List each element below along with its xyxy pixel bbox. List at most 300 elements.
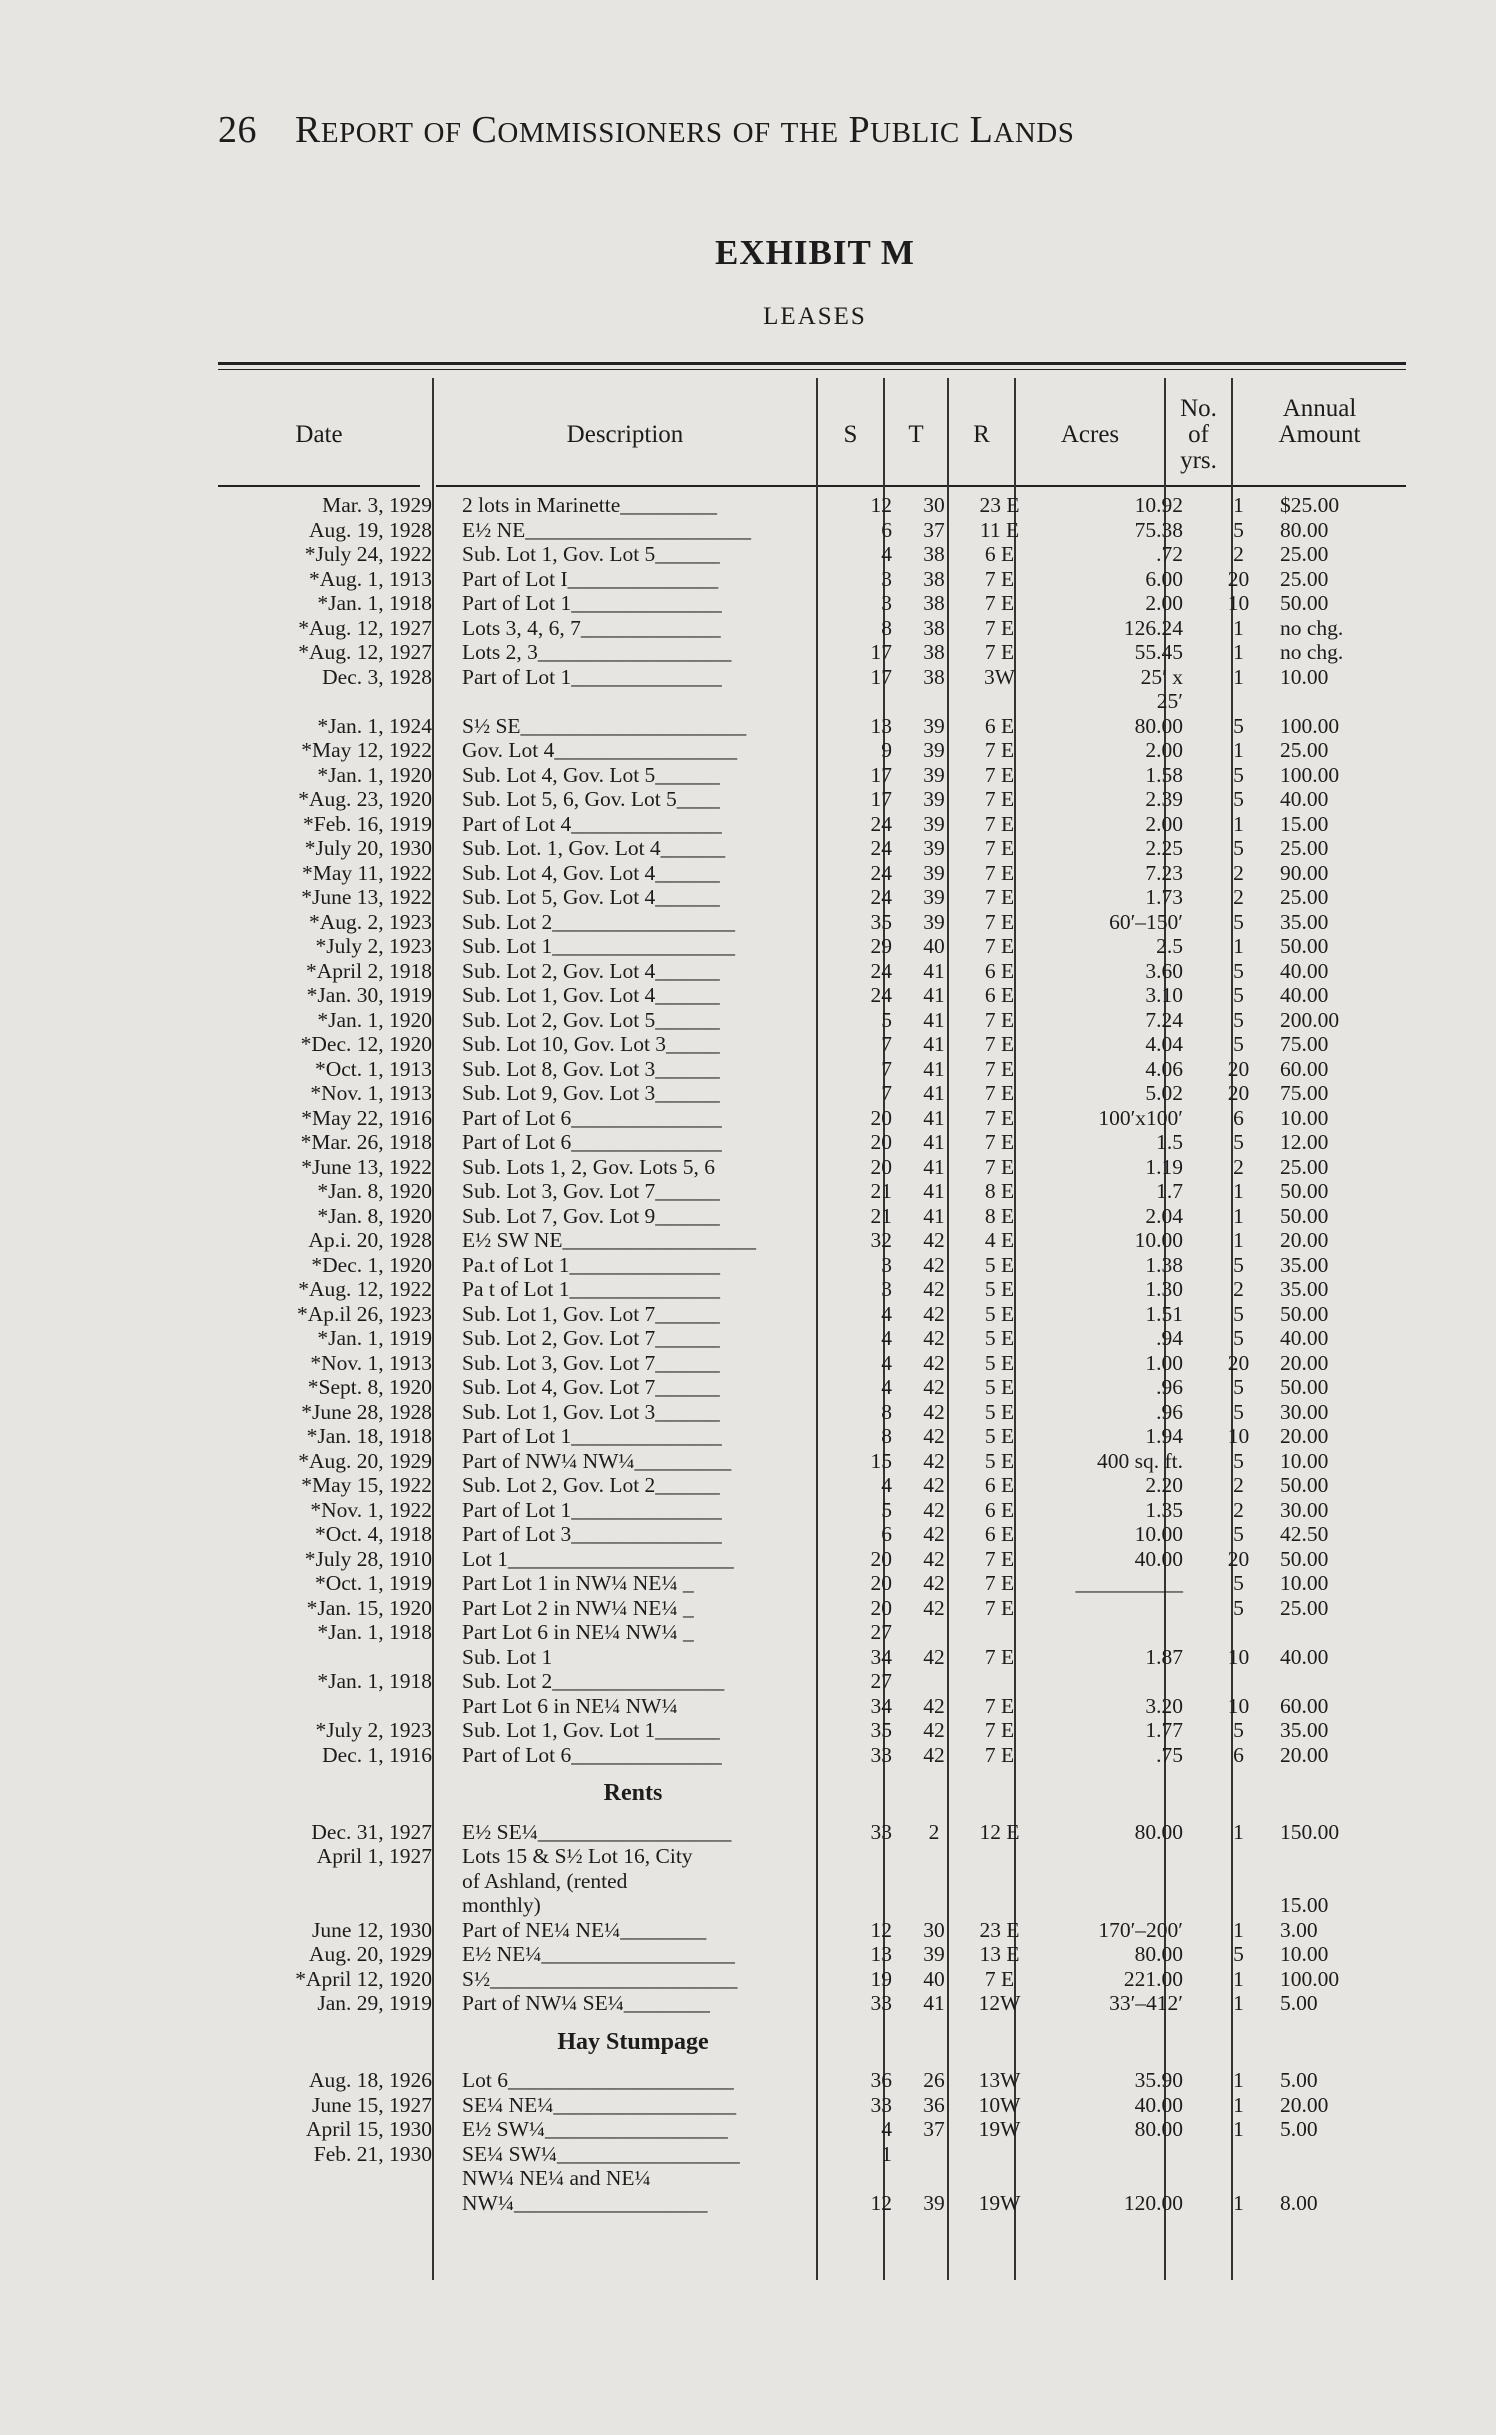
- table-row: [218, 714, 1450, 739]
- entry-description: Part of Lot 1______________: [462, 664, 722, 689]
- entry-date: *Sept. 8, 1920: [307, 1375, 432, 1399]
- entry-years: 20: [1227, 1350, 1250, 1375]
- table-row: [218, 1057, 1450, 1082]
- entry-section: [834, 2166, 902, 2191]
- entry-date: *Feb. 16, 1919: [303, 811, 432, 836]
- hay-stumpage-heading-row: [218, 2016, 1450, 2069]
- entry-years: [1205, 1620, 1272, 1645]
- entry-date: *May 15, 1922: [301, 1473, 432, 1497]
- table-row: [218, 1571, 1450, 1596]
- entry-years: 5: [1233, 1595, 1244, 1620]
- entry-section: 20: [870, 1595, 892, 1620]
- entry-acres: [1033, 1844, 1205, 1869]
- entry-acres: 126.24: [1123, 615, 1183, 640]
- entry-amount: 10.00: [1280, 1105, 1329, 1130]
- entry-section: 7: [881, 1056, 892, 1081]
- table-row: [218, 518, 1450, 543]
- entry-date: April 1, 1927: [316, 1844, 432, 1868]
- entry-township: [902, 1620, 966, 1645]
- entry-amount: 50.00: [1280, 1301, 1329, 1326]
- entry-amount: 30.00: [1280, 1399, 1329, 1424]
- entry-years: 20: [1227, 566, 1250, 591]
- entry-township: 42: [923, 1424, 945, 1448]
- entry-amount: [1272, 2166, 1450, 2191]
- entry-date: *Dec. 12, 1920: [300, 1032, 432, 1056]
- entry-range: 6 E: [984, 1522, 1015, 1546]
- entry-section: 4: [881, 1473, 892, 1497]
- entry-range: [966, 1844, 1033, 1869]
- entry-years: 5: [1233, 1571, 1244, 1595]
- entry-section: 34: [870, 1644, 892, 1669]
- entry-years: 1: [1233, 615, 1244, 640]
- entry-years: 2: [1233, 885, 1244, 909]
- entry-amount: 200.00: [1280, 1007, 1340, 1032]
- entry-township: 41: [923, 958, 945, 983]
- entry-township: 39: [923, 1942, 945, 1966]
- entry-acres: 400 sq. ft.: [1097, 1448, 1183, 1473]
- entry-description: E½ SE¼__________________: [462, 1819, 732, 1844]
- entry-years: 10: [1227, 591, 1250, 615]
- entry-date: *Jan. 1, 1920: [317, 762, 432, 787]
- entry-township: 39: [923, 811, 945, 836]
- title-word: OF: [423, 117, 462, 149]
- entry-date: *Jan. 1, 1918: [317, 1620, 432, 1644]
- entry-years: 5: [1233, 713, 1244, 738]
- entry-section: 8: [881, 1424, 892, 1448]
- entry-range: 5 E: [984, 1252, 1015, 1277]
- entry-date: *Jan. 8, 1920: [317, 1203, 432, 1228]
- entry-township: 39: [923, 738, 945, 762]
- entry-years: [1205, 1844, 1272, 1869]
- exhibit-title: EXHIBIT M: [715, 233, 915, 272]
- entry-description: S½ SE_____________________: [462, 713, 747, 738]
- entry-years: 10: [1227, 1644, 1250, 1669]
- entry-description: Part Lot 6 in NE¼ NW¼: [462, 1693, 678, 1718]
- entry-section: 13: [870, 1942, 892, 1966]
- entry-description: E½ NE_____________________: [462, 517, 752, 542]
- entry-date: [218, 1869, 432, 1894]
- entry-acres: 3.60: [1145, 958, 1183, 983]
- entry-description: Sub. Lot 4, Gov. Lot 7______: [462, 1375, 720, 1399]
- entry-township: 42: [923, 1742, 945, 1767]
- table-row: [218, 1130, 1450, 1155]
- entry-township: [902, 1893, 966, 1918]
- header-rule-right: [436, 485, 1406, 487]
- entry-description: E½ SW¼_________________: [462, 2117, 728, 2141]
- table-row: [218, 2093, 1450, 2118]
- entry-acres: 10.92: [1134, 493, 1183, 517]
- entry-years: [1205, 1869, 1272, 1894]
- entry-years: 5: [1233, 1301, 1244, 1326]
- entry-amount: 50.00: [1280, 1179, 1329, 1203]
- entry-amount: 60.00: [1280, 1693, 1329, 1718]
- entry-township: [902, 689, 966, 714]
- entry-acres: 1.5: [1156, 1130, 1183, 1154]
- table-row: [218, 689, 1450, 714]
- entry-township: 42: [923, 1522, 945, 1546]
- entry-amount: 10.00: [1280, 1942, 1329, 1966]
- entry-range: 6 E: [984, 713, 1015, 738]
- entry-range: 7 E: [984, 566, 1015, 591]
- entry-township: 41: [923, 1081, 945, 1105]
- entry-section: 4: [881, 1350, 892, 1375]
- entry-section: 20: [870, 1154, 892, 1179]
- entry-years: [1205, 1893, 1272, 1918]
- entry-range: 5 E: [984, 1301, 1015, 1326]
- entry-description: Sub. Lots 1, 2, Gov. Lots 5, 6: [462, 1154, 716, 1179]
- entry-years: 6: [1233, 1742, 1244, 1767]
- entry-amount: 100.00: [1280, 762, 1340, 787]
- entry-township: 42: [923, 1350, 945, 1375]
- header-rule-left: [218, 485, 420, 487]
- entry-section: 20: [870, 1130, 892, 1154]
- entry-section: 33: [870, 1742, 892, 1767]
- entry-date: [218, 1694, 432, 1719]
- entry-years: 5: [1233, 1326, 1244, 1350]
- entry-range: 5 E: [984, 1399, 1015, 1424]
- entry-years: 5: [1233, 1448, 1244, 1473]
- entry-description: Pa.t of Lot 1______________: [462, 1252, 720, 1277]
- entry-description: Part Lot 2 in NW¼ NE¼ _: [462, 1595, 694, 1620]
- entry-section: [834, 689, 902, 714]
- entry-acres: 80.00: [1134, 1942, 1183, 1966]
- entry-acres: 35.90: [1134, 2068, 1183, 2092]
- entry-range: 7 E: [984, 1546, 1015, 1571]
- entry-date: *May 11, 1922: [302, 860, 432, 885]
- entry-description: [432, 689, 834, 714]
- entry-township: 41: [923, 1130, 945, 1154]
- entry-section: 24: [870, 811, 892, 836]
- entry-amount: 25.00: [1280, 885, 1329, 909]
- entry-date: *June 13, 1922: [301, 885, 432, 909]
- entry-acres: 2.04: [1145, 1203, 1183, 1228]
- entry-range: [966, 1669, 1033, 1694]
- entry-acres: .96: [1156, 1375, 1183, 1399]
- entry-township: 26: [923, 2068, 945, 2092]
- entry-amount: 40.00: [1280, 983, 1329, 1007]
- entry-acres: 40.00: [1134, 1546, 1183, 1571]
- entry-description: monthly): [462, 1893, 541, 1917]
- entry-date: *Dec. 1, 1920: [311, 1252, 432, 1277]
- entry-date: *Aug. 2, 1923: [308, 909, 432, 934]
- entry-township: 42: [923, 1595, 945, 1620]
- entry-years: 1: [1233, 640, 1244, 664]
- entry-date: *April 12, 1920: [295, 1966, 432, 1991]
- entry-amount: 40.00: [1280, 958, 1329, 983]
- entry-years: 1: [1233, 811, 1244, 836]
- entry-date: *Jan. 15, 1920: [306, 1595, 432, 1620]
- entry-acres: 55.45: [1134, 640, 1183, 664]
- entry-section: 24: [870, 860, 892, 885]
- entry-years: 10: [1227, 1693, 1250, 1718]
- table-row: [218, 1032, 1450, 1057]
- table-row: [218, 836, 1450, 861]
- entry-years: 20: [1227, 1081, 1250, 1105]
- table-row: [218, 1620, 1450, 1645]
- entry-township: 30: [923, 493, 945, 517]
- entry-acres: 6.00: [1145, 566, 1183, 591]
- entry-township: 37: [923, 517, 945, 542]
- entry-acres: [1033, 2142, 1205, 2167]
- entry-amount: 50.00: [1280, 1473, 1329, 1497]
- entry-range: 11 E: [979, 517, 1020, 542]
- entry-section: 3: [881, 1252, 892, 1277]
- entry-years: 2: [1233, 542, 1244, 566]
- entry-range: 7 E: [984, 762, 1015, 787]
- entry-amount: 5.00: [1280, 2068, 1318, 2092]
- table-row: [218, 763, 1450, 788]
- entry-date: [218, 1645, 432, 1670]
- spacer: [834, 2016, 1450, 2069]
- entry-acres: 1.35: [1145, 1497, 1183, 1522]
- table-row: [218, 1844, 1450, 1869]
- entry-section: 33: [870, 2092, 892, 2117]
- entry-township: 42: [923, 1497, 945, 1522]
- spacer: [218, 2016, 432, 2069]
- entry-section: 24: [870, 958, 892, 983]
- table-row: [218, 1473, 1450, 1498]
- entry-section: 24: [870, 836, 892, 860]
- entry-description: Sub. Lot 3, Gov. Lot 7______: [462, 1179, 720, 1203]
- entry-range: 5 E: [984, 1375, 1015, 1399]
- entry-range: 7 E: [984, 836, 1015, 860]
- entry-township: 41: [923, 1991, 945, 2015]
- entry-amount: [1272, 2142, 1450, 2167]
- entry-acres: 1.38: [1145, 1252, 1183, 1277]
- entry-amount: 20.00: [1280, 1742, 1329, 1767]
- entry-amount: 35.00: [1280, 1277, 1329, 1301]
- entry-amount: no chg.: [1280, 615, 1344, 640]
- table-row: [218, 542, 1450, 567]
- entry-amount: [1272, 1844, 1450, 1869]
- entry-acres: 4.06: [1145, 1056, 1183, 1081]
- entry-description: Sub. Lot 1, Gov. Lot 4______: [462, 983, 720, 1007]
- entry-date: *Aug. 12, 1922: [298, 1277, 432, 1301]
- entry-years: 1: [1233, 664, 1244, 689]
- entry-description: E½ SW NE__________________: [462, 1228, 757, 1252]
- column-header-t: T: [908, 421, 924, 448]
- entry-description: of Ashland, (rented: [462, 1868, 628, 1893]
- table-row: [218, 1081, 1450, 1106]
- entry-acres: 1.00: [1145, 1350, 1183, 1375]
- column-header-date: Date: [295, 421, 343, 448]
- entry-acres: 60′–150′: [1109, 909, 1183, 934]
- title-word: REPORT: [295, 109, 414, 151]
- entry-section: 9: [881, 738, 892, 762]
- table-row: [218, 1942, 1450, 1967]
- table-row: [218, 934, 1450, 959]
- entry-acres: [1033, 1620, 1205, 1645]
- entry-description: Sub. Lot 2, Gov. Lot 7______: [462, 1326, 720, 1350]
- entry-amount: 10.00: [1280, 664, 1329, 689]
- hay-stumpage-heading: Hay Stumpage: [557, 2028, 709, 2055]
- entry-amount: 60.00: [1280, 1056, 1329, 1081]
- entry-range: 23 E: [979, 1917, 1020, 1942]
- entry-years: 2: [1233, 1277, 1244, 1301]
- entry-range: 7 E: [984, 787, 1015, 811]
- entry-amount: 50.00: [1280, 591, 1329, 615]
- table-row: [218, 640, 1450, 665]
- entry-amount: 3.00: [1280, 1917, 1318, 1942]
- entry-section: 17: [870, 664, 892, 689]
- column-header-years-line3: yrs.: [1180, 447, 1217, 474]
- entry-acres: 80.00: [1134, 713, 1183, 738]
- entry-range: 19W: [978, 2117, 1021, 2141]
- entry-date: *July 2, 1923: [315, 934, 432, 958]
- entry-acres: 120.00: [1123, 2190, 1183, 2215]
- entry-township: 39: [923, 885, 945, 909]
- entry-range: 6 E: [984, 958, 1015, 983]
- entry-township: 42: [923, 1571, 945, 1595]
- entry-range: [966, 2166, 1033, 2191]
- entry-date: Jan. 29, 1919: [317, 1991, 432, 2015]
- page-header: [218, 108, 1318, 152]
- entry-section: 6: [881, 1522, 892, 1546]
- entry-acres: [1033, 1869, 1205, 1894]
- table-row: [218, 1424, 1450, 1449]
- entry-acres: 25′: [1156, 689, 1183, 713]
- entry-description: Sub. Lot 2, Gov. Lot 4______: [462, 958, 720, 983]
- title-word: OF: [732, 117, 771, 149]
- table-row: [218, 959, 1450, 984]
- column-header-amount-line2: Amount: [1278, 421, 1361, 448]
- entry-range: 7 E: [984, 1056, 1015, 1081]
- entry-amount: [1272, 1669, 1450, 1694]
- entry-acres: 170′–200′: [1098, 1917, 1183, 1942]
- entry-range: [966, 1893, 1033, 1918]
- entry-description: Part of Lot 3______________: [462, 1522, 722, 1546]
- entry-township: 40: [923, 934, 945, 958]
- title-word: COMMISSIONERS: [471, 109, 723, 151]
- table-row: [218, 1967, 1450, 1992]
- entry-years: 1: [1233, 2117, 1244, 2141]
- entry-date: Feb. 21, 1930: [313, 2141, 432, 2166]
- entry-township: [902, 2142, 966, 2167]
- entry-range: 7 E: [984, 615, 1015, 640]
- table-row: [218, 1522, 1450, 1547]
- column-header-amount-line1: Annual: [1282, 395, 1357, 422]
- entry-years: 5: [1233, 517, 1244, 542]
- entry-acres: [1033, 1893, 1205, 1918]
- entry-range: 7 E: [984, 591, 1015, 615]
- entry-range: 5 E: [984, 1326, 1015, 1350]
- entry-description: Sub. Lot 5, 6, Gov. Lot 5____: [462, 787, 720, 811]
- entry-section: 4: [881, 1301, 892, 1326]
- entry-section: 8: [881, 1399, 892, 1424]
- entry-amount: 10.00: [1280, 1448, 1329, 1473]
- entry-description: Sub. Lot 2, Gov. Lot 5______: [462, 1007, 720, 1032]
- entry-acres: .94: [1156, 1326, 1183, 1350]
- entry-date: *Jan. 1, 1918: [317, 1669, 432, 1693]
- entry-date: [218, 1893, 432, 1918]
- entry-amount: 50.00: [1280, 1375, 1329, 1399]
- entry-township: 42: [923, 1326, 945, 1350]
- table-row: [218, 1179, 1450, 1204]
- column-header-acres: Acres: [1060, 421, 1120, 448]
- entry-acres: 1.73: [1145, 885, 1183, 909]
- table-row: [218, 910, 1450, 935]
- entry-years: 5: [1233, 1942, 1244, 1966]
- title-word: LANDS: [969, 109, 1075, 151]
- entry-description: Part Lot 1 in NW¼ NE¼ _: [462, 1571, 694, 1595]
- title-word: THE: [780, 117, 839, 149]
- entry-years: 6: [1233, 1105, 1244, 1130]
- table-row: [218, 1228, 1450, 1253]
- entry-section: 13: [870, 713, 892, 738]
- entry-years: [1205, 2166, 1272, 2191]
- entry-acres: __________: [1075, 1571, 1183, 1595]
- entry-township: 41: [923, 983, 945, 1007]
- table-row: [218, 787, 1450, 812]
- entry-range: 6 E: [984, 1473, 1015, 1497]
- entry-amount: [1272, 1620, 1450, 1645]
- entry-section: 4: [881, 1375, 892, 1399]
- entry-amount: no chg.: [1280, 640, 1344, 664]
- entry-years: 5: [1233, 1032, 1244, 1056]
- entry-date: *Aug. 20, 1929: [298, 1448, 432, 1473]
- entry-description: Sub. Lot 8, Gov. Lot 3______: [462, 1056, 720, 1081]
- entry-township: 40: [923, 1966, 945, 1991]
- entry-section: 27: [870, 1620, 892, 1644]
- entry-description: Part of Lot I______________: [462, 566, 719, 591]
- entry-amount: 90.00: [1280, 860, 1329, 885]
- entry-acres: 7.23: [1145, 860, 1183, 885]
- entry-description: Part of Lot 6______________: [462, 1130, 722, 1154]
- table-row: [218, 493, 1450, 518]
- entry-acres: 1.51: [1145, 1301, 1183, 1326]
- top-rule-thick: [218, 362, 1406, 365]
- entry-range: 12 E: [979, 1819, 1020, 1844]
- entry-township: 2: [928, 1819, 940, 1844]
- entry-range: 23 E: [979, 493, 1020, 517]
- column-header-description: Description: [566, 421, 684, 448]
- entry-township: [902, 1669, 966, 1694]
- entry-township: 39: [923, 713, 945, 738]
- table-row: [218, 616, 1450, 641]
- table-row: [218, 1326, 1450, 1351]
- entry-township: 38: [923, 591, 945, 615]
- column-header-years-line1: No.: [1180, 395, 1217, 422]
- entry-date: [218, 2191, 432, 2216]
- entry-years: 5: [1233, 1130, 1244, 1154]
- entry-section: 24: [870, 983, 892, 1007]
- entry-acres: 80.00: [1134, 2117, 1183, 2141]
- entry-section: 7: [881, 1032, 892, 1056]
- entry-township: 36: [923, 2092, 945, 2117]
- entry-description: Sub. Lot 1, Gov. Lot 7______: [462, 1301, 720, 1326]
- entry-amount: 10.00: [1280, 1571, 1329, 1595]
- entry-range: 13 E: [979, 1942, 1020, 1966]
- entry-years: 5: [1233, 787, 1244, 811]
- entry-description: SE¼ SW¼_________________: [462, 2141, 740, 2166]
- entry-date: *July 28, 1910: [304, 1546, 432, 1571]
- entry-range: 19W: [978, 2190, 1021, 2215]
- entry-amount: [1272, 689, 1450, 714]
- entry-acres: 2.25: [1145, 836, 1183, 860]
- entry-description: Lots 15 & S½ Lot 16, City: [462, 1844, 693, 1868]
- entry-date: *Jan. 30, 1919: [306, 983, 432, 1007]
- entry-range: 7 E: [984, 1130, 1015, 1154]
- entry-section: 27: [870, 1669, 892, 1693]
- entry-range: 7 E: [984, 885, 1015, 909]
- entry-township: 38: [923, 542, 945, 566]
- entry-section: 1: [881, 2141, 892, 2166]
- entry-amount: 25.00: [1280, 1595, 1329, 1620]
- entry-range: 7 E: [984, 1154, 1015, 1179]
- entry-years: 1: [1233, 493, 1244, 517]
- entry-description: Gov. Lot 4_________________: [462, 738, 738, 762]
- table-row: [218, 1351, 1450, 1376]
